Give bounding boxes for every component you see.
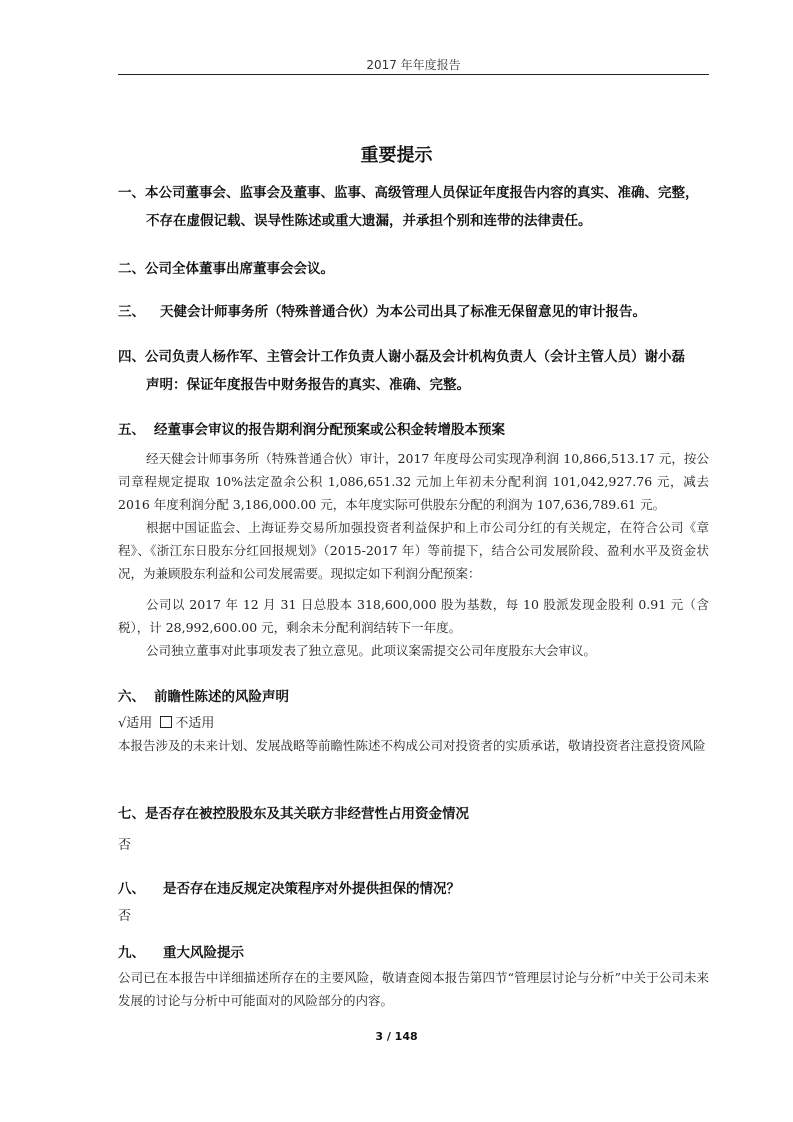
checkmark-icon: √ [118, 716, 127, 731]
section-8-text: 是否存在违反规定决策程序对外提供担保的情况？ [163, 881, 460, 897]
header-rule [118, 74, 709, 75]
section-8-number: 八、 [118, 881, 145, 897]
applicability-selector [118, 712, 214, 731]
section-5-paragraph-4: 公司独立董事对此事项发表了独立意见。此项议案需提交公司年度股东大会审议。 [146, 643, 597, 658]
applicable-label: 适用 [126, 716, 153, 731]
section-3-heading [118, 300, 646, 320]
section-7-number: 七、 [118, 806, 145, 822]
section-5-heading [118, 418, 505, 438]
page-number: 3 / 148 [375, 1030, 418, 1043]
section-1-line2: 不存在虚假记载、误导性陈述或重大遗漏，并承担个别和连带的法律责任。 [146, 213, 592, 229]
section-8-heading [118, 877, 460, 897]
section-3-text: 天健会计师事务所（特殊普通合伙）为本公司出具了标准无保留意见的审计报告。 [160, 304, 646, 320]
section-1-heading [118, 181, 699, 201]
section-2-heading [118, 257, 334, 277]
section-6-number: 六、 [118, 689, 145, 705]
section-7-heading [118, 802, 469, 822]
section-2-text: 公司全体董事出席董事会会议。 [145, 261, 334, 277]
section-5-text: 经董事会审议的报告期利润分配预案或公积金转增股本预案 [154, 422, 505, 438]
not-applicable-label: 不适用 [175, 716, 215, 731]
section-3-number: 三、 [118, 304, 145, 320]
section-8-answer: 否 [118, 909, 132, 924]
section-1-line1: 本公司董事会、监事会及董事、监事、高级管理人员保证年度报告内容的真实、准确、完整， [145, 185, 699, 201]
empty-checkbox-icon [160, 716, 172, 728]
section-9-heading [118, 941, 244, 961]
section-6-heading [118, 685, 289, 705]
section-5-paragraph-2: 根据中国证监会、上海证券交易所加强投资者利益保护和上市公司分红的有关规定，在符合公司《章程》、《浙江东日股东分红回报规划》（2015-2017 年）等前提下，结合公司发展阶段、盈利水平及资金状况，为兼顾股东利益和公司发展需要。现拟定如下利润分配预案： [118, 520, 709, 581]
section-7-answer: 否 [118, 838, 132, 853]
section-4-heading [118, 345, 685, 365]
section-4-line2: 声明：保证年度报告中财务报告的真实、准确、完整。 [146, 377, 470, 393]
section-9-number: 九、 [118, 945, 145, 961]
page-title: 重要提示 [360, 145, 433, 166]
section-9-text: 重大风险提示 [163, 945, 244, 961]
section-4-number: 四、 [118, 349, 145, 365]
section-5-paragraph-3: 公司以 2017 年 12 月 31 日总股本 318,600,000 股为基数，每 10 股派发现金股利 0.91 元（含税），计 28,992,600.00 元，剩余未分配利润结转下一年度。 [118, 597, 709, 635]
section-9-paragraph: 公司已在本报告中详细描述所存在的主要风险，敬请查阅本报告第四节“管理层讨论与分析”中关于公司未来发展的讨论与分析中可能面对的风险部分的内容。 [118, 970, 709, 1008]
section-7-text: 是否存在被控股股东及其关联方非经营性占用资金情况 [145, 806, 469, 822]
section-2-number: 二、 [118, 261, 145, 277]
section-4-line1: 公司负责人杨作军、主管会计工作负责人谢小磊及会计机构负责人（会计主管人员）谢小磊 [145, 349, 685, 365]
section-6-text: 前瞻性陈述的风险声明 [154, 689, 289, 705]
section-5-paragraph-1: 经天健会计师事务所（特殊普通合伙）审计，2017 年度母公司实现净利润 10,866,513.17 元，按公司章程规定提取 10%法定盈余公积 1,086,651.32 元加上年初未分配利润 101,042,927.76 元，减去 2016 年度利润分配 3,186,000.00 元，本年度实际可供股东分配的利润为 107,636,789.61 元。 [118, 451, 709, 512]
section-6-paragraph: 本报告涉及的未来计划、发展战略等前瞻性陈述不构成公司对投资者的实质承诺，敬请投资者注意投资风险 [118, 738, 706, 753]
section-5-number: 五、 [118, 422, 145, 438]
running-header: 2017 年年度报告 [366, 58, 461, 72]
section-1-number: 一、 [118, 185, 145, 201]
